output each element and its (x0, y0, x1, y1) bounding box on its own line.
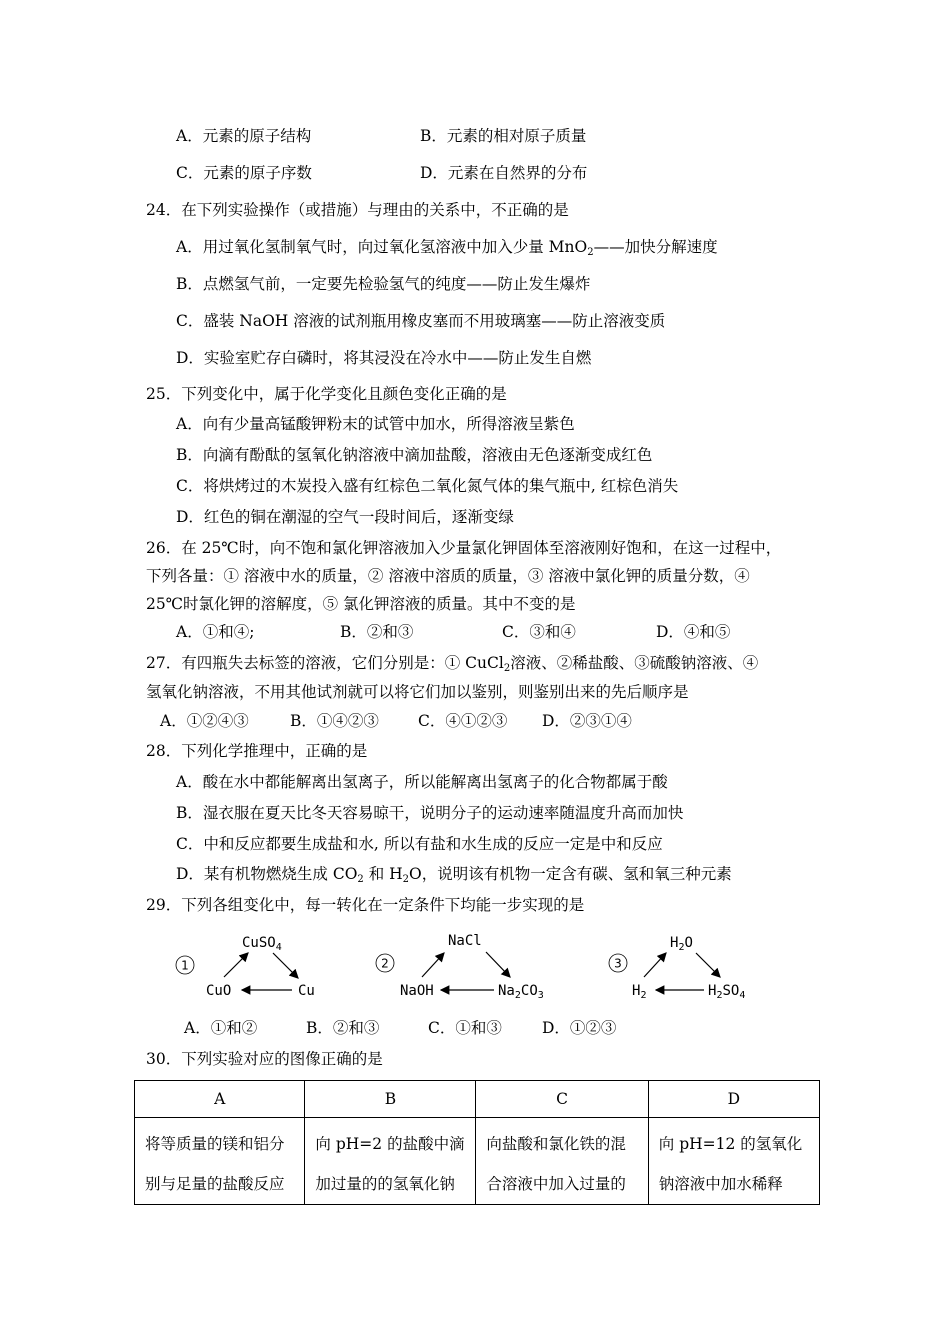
q25-option-a: A．向有少量高锰酸钾粉末的试管中加水，所得溶液呈紫色 (176, 415, 575, 433)
diagram-3-left: $H_2$ (632, 983, 647, 1001)
diagram-2-left: NaOH (400, 983, 434, 999)
q28-option-d (176, 864, 732, 890)
q27-option-a: A．①②④③ (160, 712, 249, 730)
q27-line-1-sub: 2 (503, 663, 511, 674)
q30-cell-c (476, 1118, 648, 1205)
q28-option-d-pre: D．某有机物燃烧生成 CO (176, 865, 358, 883)
diagram-1-top: CuSO$_4$ (242, 935, 282, 953)
q25-option-c: C．将烘烤过的木炭投入盛有红棕色二氧化氮气体的集气瓶中, 红棕色消失 (176, 477, 679, 495)
diagram-1-left: CuO (206, 983, 232, 999)
diagram-2-top: NaCl (448, 933, 482, 949)
q30-table-body-row (135, 1118, 820, 1205)
q29-conversion-diagrams (160, 925, 780, 1005)
q24-option-a (176, 237, 718, 263)
q26-option-c: C．③和④ (502, 623, 576, 641)
q30-header-c: C (476, 1081, 648, 1118)
q27-line-2: 氢氧化钠溶液，不用其他试剂就可以将它们加以鉴别，则鉴别出来的先后顺序是 (146, 683, 689, 701)
q27-option-b: B．①④②③ (290, 712, 379, 730)
q24-option-a-sub: 2 (587, 247, 594, 258)
q24-stem: 24．在下列实验操作（或措施）与理由的关系中，不正确的是 (146, 201, 569, 219)
q30-table (134, 1080, 820, 1205)
q26-line-3: 25℃时氯化钾的溶解度，⑤ 氯化钾溶液的质量。其中不变的是 (146, 595, 576, 613)
q24-option-b: B．点燃氢气前，一定要先检验氢气的纯度——防止发生爆炸 (176, 275, 591, 293)
q27-line-1-post: 溶液、②稀盐酸、③硫酸钠溶液、④ (510, 654, 759, 672)
diagram-3 (609, 935, 745, 1001)
q28-option-d-mid: 和 H (363, 865, 403, 883)
diagram-3-right: $H_2SO_4$ (708, 983, 746, 1001)
q28-option-d-sub2: 2 (402, 874, 410, 885)
q30-cell-a-line-1: 将等质量的镁和铝分 (145, 1135, 285, 1153)
q29-option-d: D．①②③ (542, 1019, 617, 1037)
q29-option-c: C．①和③ (428, 1019, 502, 1037)
q30-cell-b (305, 1118, 476, 1205)
diagram-3-number: 3 (614, 956, 622, 971)
q23-option-b: B．元素的相对原子质量 (420, 127, 587, 145)
q23-option-d: D．元素在自然界的分布 (420, 164, 588, 182)
diagram-3-arrow-down (696, 953, 720, 977)
q23-option-a: A．元素的原子结构 (176, 127, 312, 145)
q30-cell-d-line-1: 向 pH=12 的氢氧化 (658, 1135, 803, 1153)
q25-option-d: D．红色的铜在潮湿的空气一段时间后，逐渐变绿 (176, 508, 514, 526)
q24-option-a-post: ——加快分解速度 (593, 238, 718, 256)
q30-header-b: B (305, 1081, 476, 1118)
q30-cell-b-line-2: 加过量的的氢氧化钠 (315, 1175, 455, 1193)
q28-stem: 28．下列化学推理中，正确的是 (146, 742, 368, 760)
q26-line-2: 下列各量：① 溶液中水的质量，② 溶液中溶质的质量，③ 溶液中氯化钾的质量分数，④ (146, 567, 750, 585)
q26-line-1: 26．在 25℃时，向不饱和氯化钾溶液加入少量氯化钾固体至溶液刚好饱和，在这一过程中， (146, 539, 782, 557)
diagram-1 (176, 935, 315, 999)
diagram-3-arrow-up (644, 953, 666, 977)
diagram-2-right: $Na_2CO_3$ (498, 983, 544, 1001)
q28-option-c: C．中和反应都要生成盐和水, 所以有盐和水生成的反应一定是中和反应 (176, 835, 663, 853)
diagram-2-number: 2 (381, 956, 389, 971)
q24-option-d: D．实验室贮存白磷时，将其浸没在冷水中——防止发生自燃 (176, 349, 592, 367)
q30-cell-c-line-2: 合溶液中加入过量的 (486, 1175, 626, 1193)
q23-option-c: C．元素的原子序数 (176, 164, 312, 182)
q29-stem: 29．下列各组变化中，每一转化在一定条件下均能一步实现的是 (146, 896, 585, 914)
q30-header-d: D (648, 1081, 819, 1118)
q30-cell-d-line-2: 钠溶液中加水稀释 (658, 1175, 783, 1193)
q28-option-d-post: O，说明该有机物一定含有碳、氢和氧三种元素 (409, 865, 732, 883)
diagram-1-arrow-down (273, 953, 298, 978)
q27-line-1-pre: 27．有四瓶失去标签的溶液，它们分别是：① CuCl (146, 654, 504, 672)
diagram-1-right: Cu (298, 983, 315, 999)
diagram-1-arrow-up (224, 953, 248, 977)
q27-option-c: C．④①②③ (418, 712, 508, 730)
q30-cell-d (648, 1118, 819, 1205)
q25-stem: 25．下列变化中，属于化学变化且颜色变化正确的是 (146, 385, 507, 403)
q28-option-a: A．酸在水中都能解离出氢离子，所以能解离出氢离子的化合物都属于酸 (176, 773, 668, 791)
diagram-2 (376, 933, 544, 1001)
diagram-2-arrow-up (422, 953, 444, 977)
q24-option-c: C．盛装 NaOH 溶液的试剂瓶用橡皮塞而不用玻璃塞——防止溶液变质 (176, 312, 666, 330)
q24-option-a-pre: A．用过氧化氢制氧气时，向过氧化氢溶液中加入少量 MnO (176, 238, 588, 256)
q28-option-d-sub1: 2 (357, 874, 364, 885)
q26-option-b: B．②和③ (340, 623, 414, 641)
q26-option-a: A．①和④; (176, 623, 255, 641)
q30-header-a: A (135, 1081, 305, 1118)
q27-option-d: D．②③①④ (542, 712, 632, 730)
q30-cell-b-line-1: 向 pH=2 的盐酸中滴 (315, 1135, 465, 1153)
q30-cell-c-line-1: 向盐酸和氯化铁的混 (486, 1135, 626, 1153)
diagram-1-number: 1 (181, 958, 189, 973)
q30-cell-a (135, 1118, 305, 1205)
q27-line-1 (146, 653, 758, 679)
diagram-2-arrow-down (486, 952, 510, 977)
q29-option-b: B．②和③ (306, 1019, 380, 1037)
q28-option-b: B．湿衣服在夏天比冬天容易晾干，说明分子的运动速率随温度升高而加快 (176, 804, 684, 822)
q25-option-b: B．向滴有酚酞的氢氧化钠溶液中滴加盐酸，溶液由无色逐渐变成红色 (176, 446, 653, 464)
diagram-3-top: $H_2O$ (670, 935, 693, 953)
q26-option-d: D．④和⑤ (656, 623, 731, 641)
q30-table-header-row (135, 1081, 820, 1118)
q30-stem: 30．下列实验对应的图像正确的是 (146, 1050, 383, 1068)
q30-cell-a-line-2: 别与足量的盐酸反应 (145, 1175, 285, 1193)
q29-option-a: A．①和② (184, 1019, 258, 1037)
